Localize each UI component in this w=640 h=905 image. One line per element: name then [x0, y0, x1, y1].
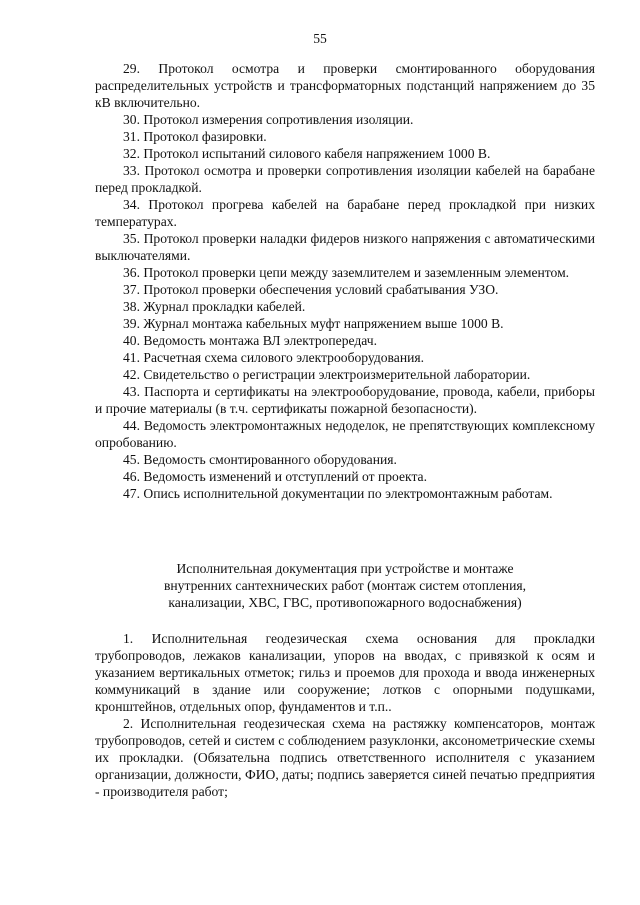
- list-item: 39. Журнал монтажа кабельных муфт напряжением выше 1000 В.: [123, 316, 504, 331]
- list-item: 1. Исполнительная геодезическая схема основания для прокладки трубопроводов, лежаков канализации, упоров на вводах, с привязкой к осям и указанием вертикальных отметок; гильз и проемов для прохода и ввода инженерных коммуникаций в здание или сооружение; лотков с опорными подушками, кронштейнов, отдельных опор, фундаментов и т.п..: [95, 631, 595, 714]
- section-heading-line: канализации, ХВС, ГВС, противопожарного водоснабжения): [168, 595, 522, 610]
- list-item: 44. Ведомость электромонтажных недоделок, не препятствующих комплексному опробованию.: [95, 418, 595, 450]
- list-item: 41. Расчетная схема силового электрооборудования.: [123, 350, 425, 365]
- list-item: 31. Протокол фазировки.: [123, 129, 267, 144]
- section-heading: [95, 560, 595, 611]
- plumbing-documentation-list: [95, 630, 595, 800]
- list-item: 40. Ведомость монтажа ВЛ электропередач.: [123, 333, 378, 348]
- section-heading-line: внутренних сантехнических работ (монтаж систем отопления,: [163, 578, 527, 593]
- page-number: 55: [313, 31, 327, 46]
- documentation-list: [95, 60, 595, 502]
- list-item: 34. Протокол прогрева кабелей на барабане перед прокладкой при низких температурах.: [95, 197, 595, 229]
- section-heading-line: Исполнительная документация при устройстве и монтаже: [176, 561, 514, 576]
- list-item: 47. Опись исполнительной документации по электромонтажным работам.: [123, 486, 553, 501]
- list-item: 36. Протокол проверки цепи между заземлителем и заземленным элементом.: [123, 265, 570, 280]
- list-item: 33. Протокол осмотра и проверки сопротивления изоляции кабелей на барабане перед прокладкой.: [95, 163, 595, 195]
- list-item: 43. Паспорта и сертификаты на электрооборудование, провода, кабели, приборы и прочие материалы (в т.ч. сертификаты пожарной безопасности).: [95, 384, 595, 416]
- list-item: 32. Протокол испытаний силового кабеля напряжением 1000 В.: [123, 146, 491, 161]
- list-item: 37. Протокол проверки обеспечения условий срабатывания УЗО.: [123, 282, 499, 297]
- list-item: 35. Протокол проверки наладки фидеров низкого напряжения с автоматическими выключателями.: [95, 231, 595, 263]
- list-item: 45. Ведомость смонтированного оборудования.: [123, 452, 397, 467]
- list-item: 46. Ведомость изменений и отступлений от проекта.: [123, 469, 427, 484]
- list-item: 29. Протокол осмотра и проверки смонтированного оборудования распределительных устройств и трансформаторных подстанций напряжением до 35 кВ включительно.: [95, 61, 595, 110]
- list-item: 38. Журнал прокладки кабелей.: [123, 299, 306, 314]
- list-item: 2. Исполнительная геодезическая схема на растяжку компенсаторов, монтаж трубопроводов, сетей и систем с соблюдением разуклонки, аксонометрические схемы их прокладки. (Обязательна подпись ответственного исполнителя с указанием организации, должности, ФИО, даты; подпись заверяется синей печатью предприятия - производителя работ;: [95, 716, 595, 799]
- list-item: 42. Свидетельство о регистрации электроизмерительной лаборатории.: [123, 367, 531, 382]
- list-item: 30. Протокол измерения сопротивления изоляции.: [123, 112, 414, 127]
